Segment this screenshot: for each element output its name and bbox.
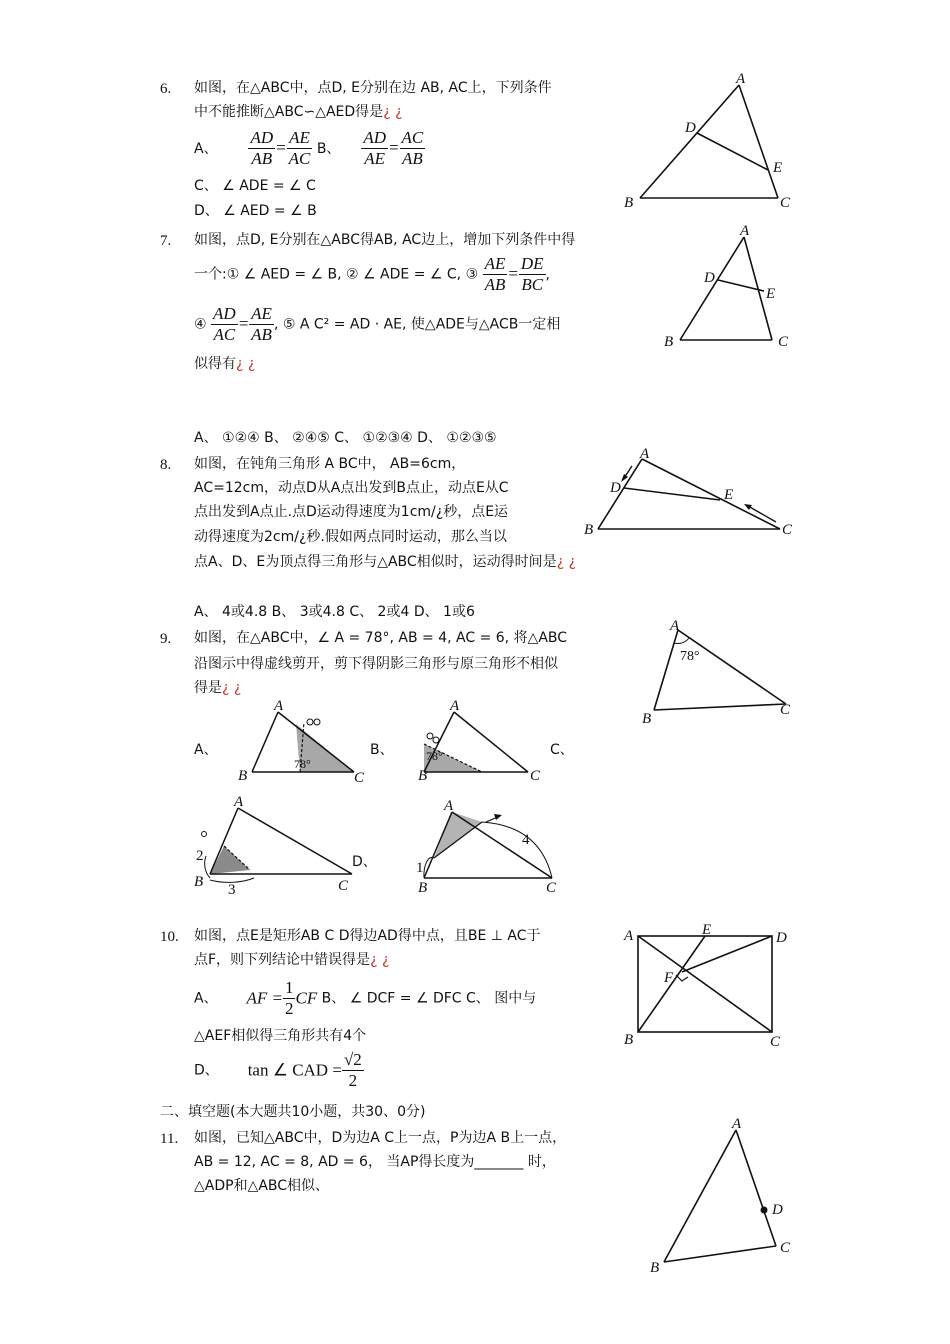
q9-option-b-label: B、: [370, 742, 394, 758]
q9-stem-line3: 得是¿ ¿: [194, 680, 242, 696]
q9-option-d-label: D、: [352, 854, 377, 870]
q6-number: 6.: [160, 81, 172, 97]
q10-fig-label-f: F: [664, 970, 674, 986]
q7-fig-label-a: A: [740, 223, 750, 239]
q8-stem-line1: 如图，在钝角三角形 A BC中， AB=6cm，: [194, 456, 466, 472]
q7-fig-label-c: C: [778, 334, 789, 350]
q10-options-a-c: A、 AF = $\frac{1}{2}$ CF B、 ∠ DCF = ∠ DFC C、 图中与: [194, 978, 537, 1019]
q10-fig-label-b: B: [624, 1032, 634, 1048]
q7-fig-label-e: E: [766, 286, 776, 302]
q7-fig-label-d: D: [704, 270, 715, 286]
q6-fig-label-e: E: [773, 160, 783, 176]
q8-fig-label-d: D: [610, 480, 621, 496]
q6-stem-line2: [194, 104, 403, 121]
q7-answer-blank: ¿ ¿: [236, 356, 256, 372]
q8-number: 8.: [160, 457, 172, 473]
q10-figure: [620, 920, 800, 1050]
q9-d-side-1: 1: [416, 860, 424, 876]
q6-fig-label-b: B: [624, 195, 634, 211]
q10-option-d-fraction: $\frac{√2}{2}$: [343, 1050, 362, 1091]
q9-fig-label-b: B: [642, 711, 652, 727]
q9-option-d-figure: [410, 796, 570, 896]
q11-stem-line2: AB = 12, AC = 8, AD = 6， 当AP得长度为_______ 时，: [194, 1154, 556, 1170]
q9-d-side-4: 4: [522, 832, 530, 848]
q10-option-c: C、 图中与: [466, 990, 537, 1007]
q8-figure: [580, 444, 800, 544]
q8-stem-line4: 动得速度为2cm/¿秒.假如两点同时运动，那么当以: [194, 529, 507, 545]
q10-fig-label-a: A: [624, 928, 634, 944]
q10-option-d-expr: tan ∠ CAD =: [247, 1060, 342, 1080]
q9-c-label-a: A: [234, 794, 244, 810]
q9-d-label-b: B: [418, 880, 428, 896]
q10-option-a-expr: AF =: [246, 988, 283, 1008]
q10-option-a-label: A、: [194, 990, 218, 1007]
q9-b-label-a: A: [450, 698, 460, 714]
q10-option-a-fraction: $\frac{1}{2}$: [284, 978, 294, 1019]
q6-stem-text: 中不能推断△ABC∽△AED得是: [194, 104, 384, 120]
q11-fig-label-b: B: [650, 1260, 660, 1276]
q9-c-side-2: 2: [196, 848, 204, 864]
q10-fig-label-c: C: [770, 1034, 781, 1050]
q6-a-fraction-2: $\frac{AE}{AC}$: [288, 128, 311, 169]
q9-fig-angle: 78°: [680, 649, 700, 664]
q6-stem-line1: 如图，在△ABC中，点D, E分别在边 AB, AC上，下列条件: [194, 80, 552, 96]
q9-answer-blank: ¿ ¿: [222, 680, 242, 696]
q11-fig-label-d: D: [772, 1202, 783, 1218]
q10-fig-label-e: E: [702, 922, 712, 938]
q6-fig-label-d: D: [685, 120, 696, 136]
q7-cond4-fraction-1: $\frac{AD}{AC}$: [213, 304, 236, 345]
q9-d-label-c: C: [546, 880, 557, 896]
q9-fig-label-c: C: [780, 702, 791, 718]
q9-option-c-label: C、: [550, 742, 574, 758]
q6-option-a-b: A、 $\frac{AD}{AB}$ = $\frac{AE}{AC}$ B、 $\frac{AD}{AE}$ = $\frac{AC}{AB}$: [194, 128, 424, 169]
q9-fig-label-a: A: [670, 618, 680, 634]
q9-b-label-b: B: [418, 768, 428, 784]
q6-b-fraction-2: $\frac{AC}{AB}$: [401, 128, 424, 169]
q9-option-b-figure: [410, 700, 560, 790]
q6-option-c: C、 ∠ ADE = ∠ C: [194, 178, 316, 194]
q6-answer-blank: ¿ ¿: [383, 104, 403, 120]
q9-b-angle: 78°: [426, 749, 443, 763]
q8-stem-line3: 点出发到A点止.点D运动得速度为1cm/¿秒，点E运: [194, 504, 509, 520]
q10-option-d-label: D、: [194, 1062, 219, 1079]
q9-c-side-3: 3: [228, 882, 236, 898]
q10-number: 10.: [160, 929, 179, 945]
q9-stem-line1: 如图，在△ABC中，∠ A = 78°, AB = 4, AC = 6, 将△ABC: [194, 630, 568, 646]
q6-option-d: D、 ∠ AED = ∠ B: [194, 203, 317, 219]
q10-stem-line1: 如图，点E是矩形AB C D得边AD得中点，且BE ⊥ AC于: [194, 928, 541, 944]
q8-fig-label-a: A: [640, 446, 650, 462]
q10-fig-label-d: D: [776, 930, 787, 946]
q10-option-c-continued: △AEF相似得三角形共有4个: [194, 1028, 367, 1044]
q7-fig-label-b: B: [664, 334, 674, 350]
q9-d-label-a: A: [444, 798, 454, 814]
q8-options: A、 4或4.8 B、 3或4.8 C、 2或4 D、 1或6: [194, 604, 475, 620]
q8-fig-label-e: E: [724, 487, 734, 503]
q10-option-d: [194, 1050, 364, 1092]
q11-stem-line3: △ADP和△ABC相似、: [194, 1178, 330, 1194]
q7-cond3-fraction-2: $\frac{DE}{BC}$: [520, 254, 544, 295]
q6-fig-label-c: C: [780, 195, 791, 211]
q7-options: A、 ①②④ B、 ②④⑤ C、 ①②③④ D、 ①②③⑤: [194, 430, 497, 446]
q6-fig-label-a: A: [736, 71, 746, 87]
q7-cond4-fraction-2: $\frac{AE}{AB}$: [251, 304, 272, 345]
q9-option-a-label: A、: [194, 742, 218, 758]
q11-stem-line1: 如图，已知△ABC中，D为边A C上一点，P为边A B上一点，: [194, 1130, 567, 1146]
q7-cond3-fraction-1: $\frac{AE}{AB}$: [484, 254, 506, 295]
q8-fig-label-b: B: [584, 522, 594, 538]
q10-stem-line2: 点F，则下列结论中错误得是¿ ¿: [194, 952, 390, 968]
q9-main-figure: [640, 618, 800, 728]
q8-fig-label-c: C: [782, 522, 793, 538]
q6-a-fraction-1: $\frac{AD}{AB}$: [250, 128, 274, 169]
q11-number: 11.: [160, 1131, 179, 1147]
q8-stem-line2: AC=12cm，动点D从A点出发到B点止，动点E从C: [194, 480, 509, 496]
q7-number: 7.: [160, 233, 172, 249]
q9-a-label-c: C: [354, 770, 365, 786]
section-2-heading: 二、填空题(本大题共10小题，共30、0分): [160, 1104, 426, 1120]
q11-figure: [640, 1112, 800, 1282]
q10-option-b: B、 ∠ DCF = ∠ DFC: [321, 990, 462, 1007]
q9-c-label-c: C: [338, 878, 349, 894]
q8-stem-line5: 点A、D、E为顶点得三角形与△ABC相似时，运动得时间是¿ ¿: [194, 554, 576, 570]
q9-c-label-b: B: [194, 874, 204, 890]
q6-figure: [620, 70, 800, 215]
q7-conditions-1-3: 一个:① ∠ AED = ∠ B, ② ∠ ADE = ∠ C, ③: [194, 266, 479, 283]
q7-figure: [660, 222, 800, 357]
q7-stem-line4: 似得有¿ ¿: [194, 356, 256, 372]
q9-number: 9.: [160, 631, 172, 647]
q9-option-c-figure: [192, 794, 362, 898]
q9-a-angle: 78°: [294, 757, 311, 771]
q7-stem-line2: 一个:① ∠ AED = ∠ B, ② ∠ ADE = ∠ C, ③ $\frac{AE}{AB}$ = $\frac{DE}{BC}$ ,: [194, 254, 550, 295]
q9-a-label-b: B: [238, 768, 248, 784]
q9-option-a-figure: [234, 700, 374, 790]
q9-a-label-a: A: [274, 698, 284, 714]
q11-fig-label-a: A: [732, 1116, 742, 1132]
q7-stem-line3: ④ $\frac{AD}{AC}$ = $\frac{AE}{AB}$ , ⑤ A C² = AD · AE, 使△ADE与△ACB一定相: [194, 304, 561, 345]
q11-fig-label-c: C: [780, 1240, 791, 1256]
q6-option-b-label: B、: [316, 140, 341, 157]
q9-b-label-c: C: [530, 768, 541, 784]
q7-condition-5: , ⑤ A C² = AD · AE, 使△ADE与△ACB一定相: [273, 316, 561, 333]
q8-answer-blank: ¿ ¿: [556, 554, 576, 570]
q10-answer-blank: ¿ ¿: [370, 952, 390, 968]
q7-stem-line1: 如图，点D, E分别在△ABC得AB, AC边上，增加下列条件中得: [194, 232, 576, 248]
q9-stem-line2: 沿图示中得虚线剪开，剪下得阴影三角形与原三角形不相似: [194, 656, 558, 672]
q6-option-a-label: A、: [194, 140, 218, 157]
q6-b-fraction-1: $\frac{AD}{AE}$: [363, 128, 387, 169]
